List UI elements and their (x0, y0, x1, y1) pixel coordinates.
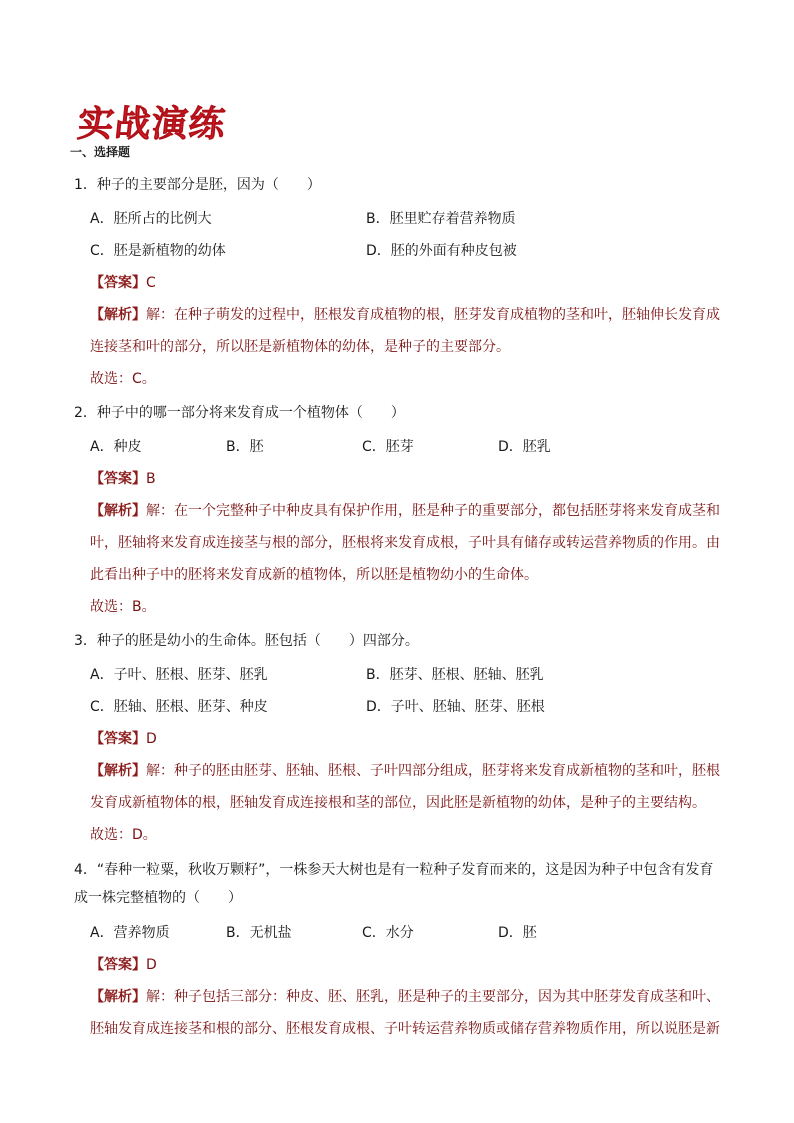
choose-line: 故选：C。 (90, 371, 156, 387)
option-b: B．胚 (226, 439, 264, 455)
option-a: A．种皮 (90, 439, 142, 455)
answer-tag: 【答案】 (90, 731, 146, 747)
analysis-tag: 【解析】 (90, 989, 146, 1005)
answer-value: B (146, 471, 156, 487)
answer-line (74, 267, 724, 299)
option-d: D．子叶、胚轴、胚芽、胚根 (366, 699, 545, 715)
option-row (74, 691, 724, 723)
option-a: A．营养物质 (90, 925, 170, 941)
option-b: B．胚芽、胚根、胚轴、胚乳 (366, 667, 544, 683)
answer-tag: 【答案】 (90, 471, 146, 487)
section-heading: 一、选择题 (70, 145, 131, 159)
analysis-block (74, 981, 724, 1045)
analysis-text: 解：种子包括三部分：种皮、胚、胚乳，胚是种子的主要部分，因为其中胚芽发育成茎和叶、胚轴发育成连接茎和根的部分、胚根发育成根、子叶转运营养物质或储存营养物质作用，所以说胚是新 (90, 989, 720, 1037)
option-row (74, 917, 724, 949)
option-b: B．无机盐 (226, 925, 292, 941)
analysis-tag: 【解析】 (90, 763, 146, 779)
question-3 (74, 628, 724, 851)
answer-line (74, 723, 724, 755)
answer-line (74, 949, 724, 981)
analysis-text: 解：在种子萌发的过程中，胚根发育成植物的根，胚芽发育成植物的茎和叶，胚轴伸长发育成连接茎和叶的部分，所以胚是新植物体的幼体，是种子的主要部分。 (90, 307, 720, 355)
option-b: B．胚里贮存着营养物质 (366, 211, 516, 227)
question-stem: 4．“春种一粒粟，秋收万颗籽”，一株参天大树也是有一粒种子发育而来的，这是因为种子中包含有发育成一株完整植物的（ ） (74, 862, 714, 906)
option-d: D．胚乳 (498, 439, 551, 455)
option-row (74, 659, 724, 691)
option-d: D．胚 (498, 925, 537, 941)
option-c: C．胚芽 (362, 439, 414, 455)
question-list (74, 172, 724, 1045)
option-c: C．胚是新植物的幼体 (90, 243, 226, 259)
answer-line (74, 463, 724, 495)
answer-value: D (146, 957, 157, 973)
option-c: C．胚轴、胚根、胚芽、种皮 (90, 699, 268, 715)
answer-tag: 【答案】 (90, 275, 146, 291)
option-d: D．胚的外面有种皮包被 (366, 243, 517, 259)
choose-line: 故选：D。 (90, 827, 157, 843)
analysis-text: 解：在一个完整种子中种皮具有保护作用，胚是种子的重要部分，都包括胚芽将来发育成茎和叶，胚轴将来发育成连接茎与根的部分，胚根将来发育成根，子叶具有储存或转运营养物质的作用。由此看出种子中的胚将来发育成新的植物体，所以胚是植物幼小的生命体。 (90, 503, 720, 583)
analysis-block (74, 495, 724, 591)
question-stem: 1．种子的主要部分是胚，因为（ ） (74, 177, 321, 193)
analysis-text: 解：种子的胚由胚芽、胚轴、胚根、子叶四部分组成，胚芽将来发育成新植物的茎和叶，胚根发育成新植物体的根，胚轴发育成连接根和茎的部位，因此胚是新植物的幼体，是种子的主要结构。 (90, 763, 720, 811)
question-stem: 2．种子中的哪一部分将来发育成一个植物体（ ） (74, 405, 405, 421)
question-stem: 3．种子的胚是幼小的生命体。胚包括（ ）四部分。 (74, 633, 419, 649)
answer-value: D (146, 731, 157, 747)
analysis-tag: 【解析】 (90, 307, 146, 323)
choose-line: 故选：B。 (90, 599, 156, 615)
banner-title: 实战演练 (75, 104, 228, 145)
option-a: A．胚所占的比例大 (90, 211, 212, 227)
answer-tag: 【答案】 (90, 957, 146, 973)
option-row (74, 431, 724, 463)
question-1 (74, 172, 724, 395)
option-a: A．子叶、胚根、胚芽、胚乳 (90, 667, 268, 683)
option-row (74, 203, 724, 235)
option-row (74, 235, 724, 267)
option-c: C．水分 (362, 925, 414, 941)
answer-value: C (146, 275, 156, 291)
question-2 (74, 400, 724, 623)
analysis-tag: 【解析】 (90, 503, 146, 519)
question-4 (74, 856, 724, 1045)
analysis-block (74, 299, 724, 363)
analysis-block (74, 755, 724, 819)
